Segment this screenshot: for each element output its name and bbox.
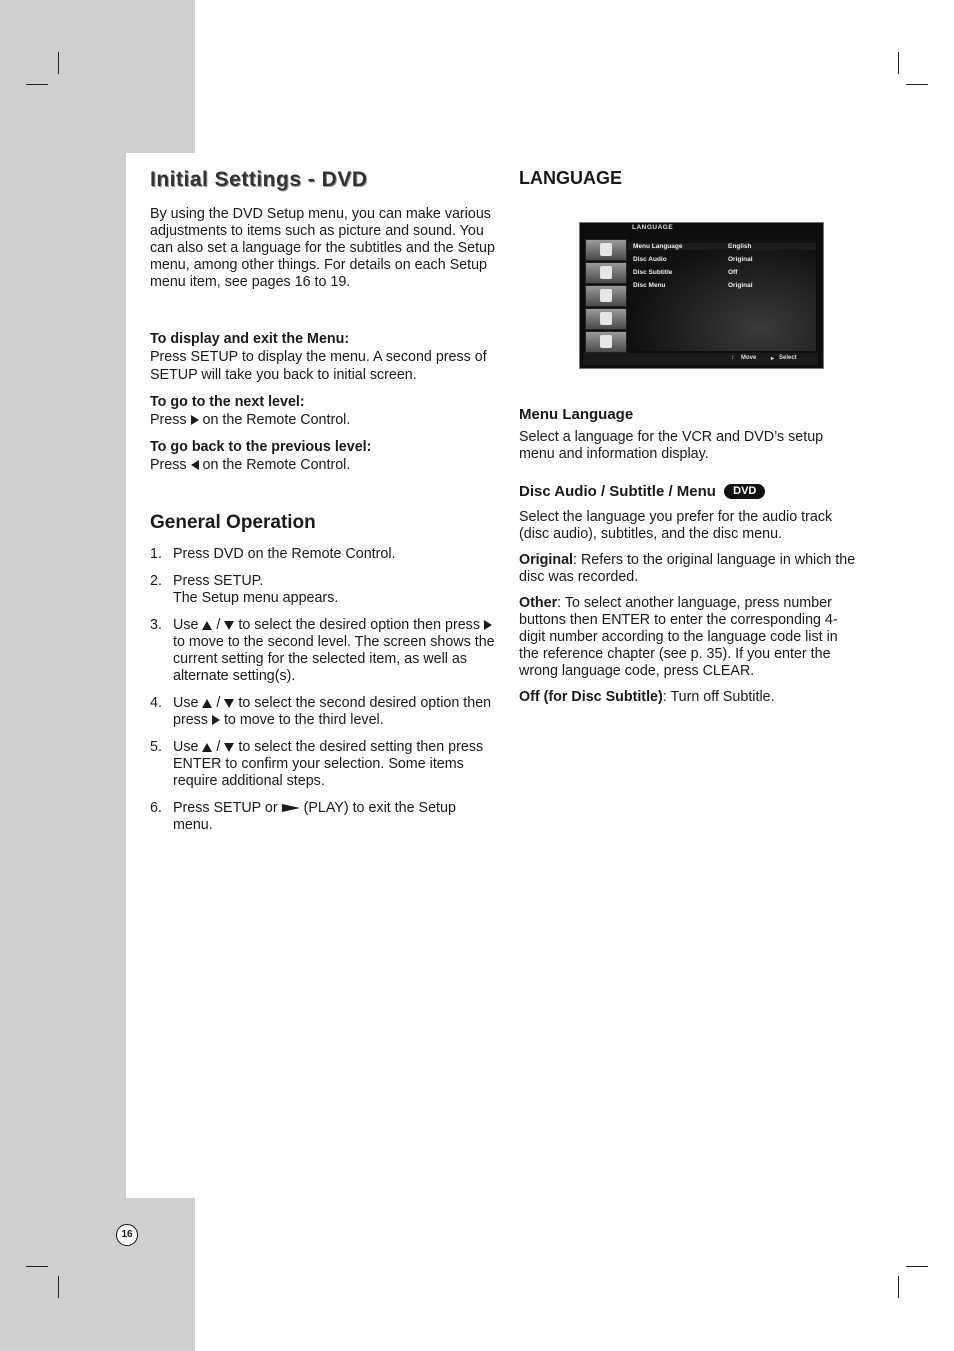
crop-mark xyxy=(58,1276,59,1298)
lock-tab-icon xyxy=(585,308,627,330)
next-level-heading: To go to the next level: xyxy=(150,394,305,410)
steps-list xyxy=(150,546,498,834)
audio-tab-icon xyxy=(585,285,627,307)
step-6: 6. Press SETUP or (PLAY) to exit the Setup menu. xyxy=(150,800,456,833)
updown-icon: ↕ xyxy=(731,355,734,361)
right-arrow-icon xyxy=(484,620,492,630)
display-exit-heading: To display and exit the Menu: xyxy=(150,331,350,347)
menu-row: Menu Language English xyxy=(628,243,816,250)
dvd-badge: DVD xyxy=(724,484,765,499)
step-5: 5. Use / to select the desired setting then press ENTER to confirm your selection. Some items require additional steps. xyxy=(150,739,484,789)
page-number: 16 xyxy=(116,1224,138,1246)
menu-hint-bar xyxy=(583,353,818,365)
step-2: 2. Press SETUP. The Setup menu appears. xyxy=(150,573,339,606)
crop-mark xyxy=(26,1266,48,1267)
right-arrow-icon xyxy=(212,715,220,725)
menu-language-body: Select a language for the VCR and DVD’s setup menu and information display. xyxy=(519,429,824,462)
margin-band-left xyxy=(0,153,126,1198)
left-arrow-icon xyxy=(191,460,199,470)
crop-mark xyxy=(898,1276,899,1298)
others-tab-icon xyxy=(585,331,627,353)
menu-row: Disc Subtitle Off xyxy=(633,269,738,276)
left-column xyxy=(150,168,498,844)
crop-mark xyxy=(906,84,928,85)
down-arrow-icon xyxy=(224,699,234,708)
select-hint: Select xyxy=(779,355,797,361)
off-paragraph: Off (for Disc Subtitle): Turn off Subtitle. xyxy=(519,689,775,705)
step-3: 3. Use / to select the desired option then press to move to the second level. The screen shows the current setting for the selected item, as well as alternate setting(s). xyxy=(150,617,495,684)
disc-audio-body: Select the language you prefer for the audio track (disc audio), subtitles, and the disc menu. xyxy=(519,509,833,542)
language-heading: LANGUAGE xyxy=(519,168,622,188)
margin-band-top xyxy=(0,0,195,153)
crop-mark xyxy=(906,1266,928,1267)
crop-mark xyxy=(26,84,48,85)
menu-options-list xyxy=(628,239,816,351)
display-tab-icon xyxy=(585,262,627,284)
display-exit-body: Press SETUP to display the menu. A second press of SETUP will take you back to initial screen. xyxy=(150,349,487,383)
disc-audio-heading: Disc Audio / Subtitle / Menu DVD xyxy=(519,483,859,500)
other-paragraph: Other: To select another language, press number buttons then ENTER to enter the corresponding 4-digit number according to the language code list in the reference chapter (see p. 35). If you enter the wrong language code, press CLEAR. xyxy=(519,595,838,679)
down-arrow-icon xyxy=(224,621,234,630)
general-operation-heading: General Operation xyxy=(150,512,316,533)
setup-menu-screenshot xyxy=(579,222,824,369)
crop-mark xyxy=(898,52,899,74)
margin-band-bottom xyxy=(0,1198,195,1351)
up-arrow-icon xyxy=(202,621,212,630)
up-arrow-icon xyxy=(202,699,212,708)
prev-level-body: Press on the Remote Control. xyxy=(150,457,351,473)
menu-language-heading: Menu Language xyxy=(519,406,634,423)
page-title: Initial Settings - DVD xyxy=(150,168,368,191)
move-hint: Move xyxy=(741,355,757,361)
menu-row: Disc Menu Original xyxy=(633,282,753,289)
down-arrow-icon xyxy=(224,743,234,752)
original-paragraph: Original: Refers to the original language in which the disc was recorded. xyxy=(519,552,856,585)
menu-title: LANGUAGE xyxy=(632,224,674,231)
language-tab-icon xyxy=(585,239,627,261)
crop-mark xyxy=(58,52,59,74)
menu-tab-bar xyxy=(583,239,626,352)
next-level-body: Press on the Remote Control. xyxy=(150,412,351,428)
step-4: 4. Use / to select the second desired option then press to move to the third level. xyxy=(150,695,492,728)
step-1: 1. Press DVD on the Remote Control. xyxy=(150,546,396,562)
intro-paragraph: By using the DVD Setup menu, you can make various adjustments to items such as picture and sound. You can also set a language for the subtitles and the Setup menu, among other things. For details on each Setup menu item, see pages 16 to 19. xyxy=(150,206,495,290)
right-arrow-icon: ▸ xyxy=(771,356,775,362)
up-arrow-icon xyxy=(202,743,212,752)
play-icon xyxy=(282,804,300,812)
prev-level-heading: To go back to the previous level: xyxy=(150,439,372,455)
right-arrow-icon xyxy=(191,415,199,425)
menu-row: Disc Audio Original xyxy=(633,256,753,263)
